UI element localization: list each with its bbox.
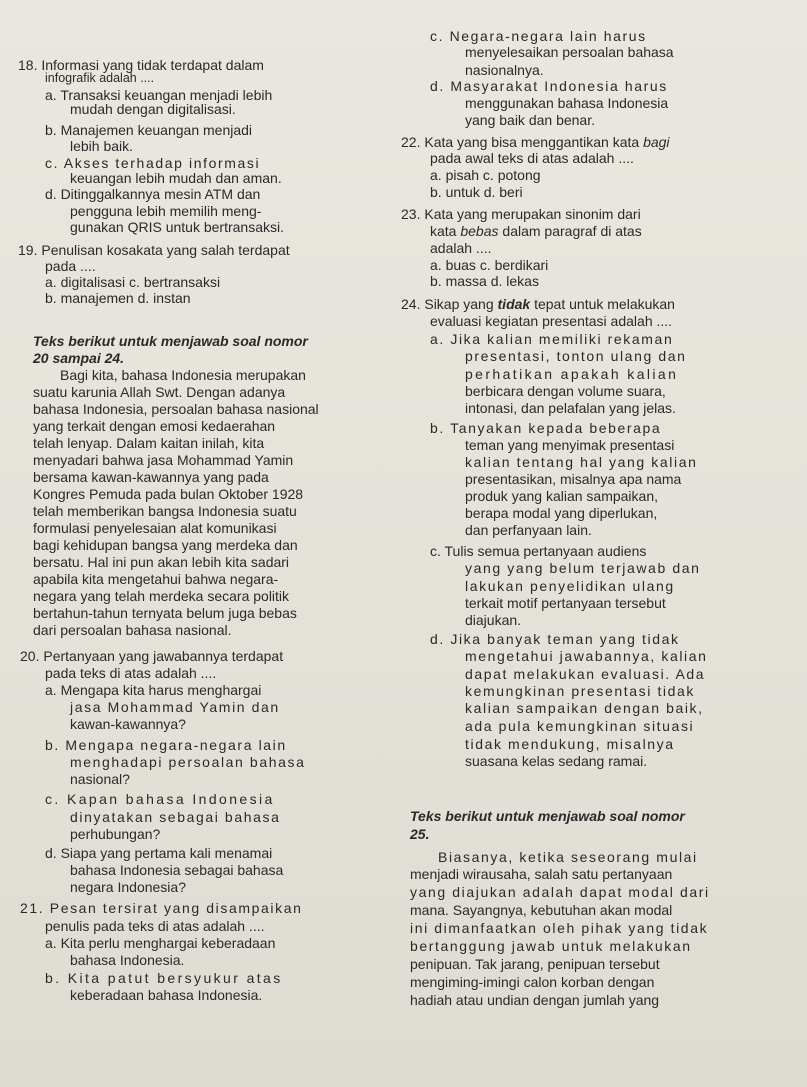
left-text-line: penulis pada teks di atas adalah ....	[45, 918, 265, 934]
left-text-line: bertahun-tahun ternyata belum juga bebas	[33, 605, 297, 621]
left-text-line: lebih baik.	[70, 138, 134, 154]
left-text-line: c. Akses terhadap informasi	[45, 155, 261, 171]
right-text-line: produk yang kalian sampaikan,	[465, 488, 659, 504]
left-text-line: d. Ditinggalkannya mesin ATM dan	[45, 186, 261, 202]
left-text-line: pada ....	[45, 258, 96, 274]
right-text-line: kalian sampaikan dengan baik,	[465, 700, 704, 716]
right-text-line: suasana kelas sedang ramai.	[465, 753, 648, 769]
left-text-line: suatu karunia Allah Swt. Dengan adanya	[33, 384, 286, 400]
right-text-line: adalah ....	[430, 240, 492, 256]
left-text-line: kawan-kawannya?	[70, 716, 186, 732]
left-text-line: 19. Penulisan kosakata yang salah terdapat	[18, 242, 290, 258]
left-text-line: b. Manajemen keuangan menjadi	[45, 122, 253, 138]
right-text-line: b. massa d. lekas	[430, 273, 539, 289]
left-text-line: a. Transaksi keuangan menjadi lebih	[45, 87, 273, 103]
left-text-line: 21. Pesan tersirat yang disampaikan	[20, 900, 303, 916]
right-text-line: c. Tulis semua pertanyaan audiens	[430, 543, 647, 559]
right-text-line: ada pula kemungkinan situasi	[465, 718, 695, 734]
right-text-line: Biasanya, ketika seseorang mulai	[438, 849, 698, 865]
left-text-line: b. manajemen d. instan	[45, 290, 191, 306]
right-text-line: penipuan. Tak jarang, penipuan tersebut	[410, 956, 660, 972]
right-text-line: nasionalnya.	[465, 62, 544, 78]
left-text-line: apabila kita mengetahui bahwa negara-	[33, 571, 279, 587]
right-text-line: c. Negara-negara lain harus	[430, 28, 647, 44]
left-text-line: jasa Mohammad Yamin dan	[70, 699, 280, 715]
right-text-line: yang yang belum terjawab dan	[465, 560, 701, 576]
left-text-line: infografik adalah ....	[45, 71, 155, 85]
left-text-line: bahasa Indonesia sebagai bahasa	[70, 862, 284, 878]
right-text-line: a. buas c. berdikari	[430, 257, 549, 273]
right-text-line: menyelesaikan persoalan bahasa	[465, 44, 674, 60]
left-text-line: pengguna lebih memilih meng-	[70, 203, 262, 219]
right-text-line: pada awal teks di atas adalah ....	[430, 150, 634, 166]
emphasized-word: bagi	[643, 134, 670, 150]
left-text-line: d. Siapa yang pertama kali menamai	[45, 845, 273, 861]
right-text-line: mengiming-imingi calon korban dengan	[410, 974, 655, 990]
left-text-line: menyadari bahwa jasa Mohammad Yamin	[33, 452, 294, 468]
left-text-line: bersama kawan-kawannya yang pada	[33, 469, 269, 485]
left-text-line: dari persoalan bahasa nasional.	[33, 622, 232, 638]
left-text-line: a. digitalisasi c. bertransaksi	[45, 274, 221, 290]
left-text-line: telah memberikan bangsa Indonesia suatu	[33, 503, 297, 519]
right-text-line: 24. Sikap yang tidak tepat untuk melakukan	[401, 296, 675, 312]
right-text-line: presentasi, tonton ulang dan	[465, 348, 687, 364]
emphasized-word: bebas	[460, 223, 499, 239]
right-text-line: ini dimanfaatkan oleh pihak yang tidak	[410, 920, 709, 936]
right-text-line: 25.	[410, 826, 430, 842]
right-text-line: Teks berikut untuk menjawab soal nomor	[410, 808, 685, 824]
left-text-line: mudah dengan digitalisasi.	[70, 101, 236, 117]
left-text-line: negara Indonesia?	[70, 879, 186, 895]
left-text-line: nasional?	[70, 771, 130, 787]
left-text-line: b. Kita patut bersyukur atas	[45, 970, 283, 986]
left-text-line: bahasa Indonesia.	[70, 952, 185, 968]
left-text-line: Teks berikut untuk menjawab soal nomor	[33, 333, 308, 349]
right-text-line: mengetahui jawabannya, kalian	[465, 648, 708, 664]
right-text-line: 23. Kata yang merupakan sinonim dari	[401, 206, 641, 222]
right-text-line: teman yang menyimak presentasi	[465, 437, 675, 453]
right-text-line: kata bebas dalam paragraf di atas	[430, 223, 642, 239]
right-text-line: mana. Sayangnya, kebutuhan akan modal	[410, 902, 673, 918]
left-text-line: b. Mengapa negara-negara lain	[45, 737, 287, 753]
right-text-line: kemungkinan presentasi tidak	[465, 683, 696, 699]
left-text-line: gunakan QRIS untuk bertransaksi.	[70, 219, 285, 235]
left-text-line: 20. Pertanyaan yang jawabannya terdapat	[20, 648, 284, 664]
right-text-line: kalian tentang hal yang kalian	[465, 454, 698, 470]
right-text-line: presentasikan, misalnya apa nama	[465, 471, 682, 487]
left-text-line: perhubungan?	[70, 826, 161, 842]
left-text-line: dinyatakan sebagai bahasa	[70, 809, 281, 825]
right-text-line: d. Masyarakat Indonesia harus	[430, 78, 668, 94]
left-text-line: a. Mengapa kita harus menghargai	[45, 682, 262, 698]
right-text-line: a. Jika kalian memiliki rekaman	[430, 331, 674, 347]
right-text-line: b. Tanyakan kepada beberapa	[430, 420, 662, 436]
right-text-line: perhatikan apakah kalian	[465, 366, 679, 382]
left-text-line: bagi kehidupan bangsa yang merdeka dan	[33, 537, 298, 553]
right-text-line: 22. Kata yang bisa menggantikan kata bagi	[401, 134, 670, 150]
left-text-line: 20 sampai 24.	[33, 350, 125, 366]
right-text-line: lakukan penyelidikan ulang	[465, 578, 675, 594]
left-text-line: 18. Informasi yang tidak terdapat dalam	[18, 57, 264, 73]
right-text-line: terkait motif pertanyaan tersebut	[465, 595, 666, 611]
left-text-line: formulasi penyelesaian alat komunikasi	[33, 520, 277, 536]
left-text-line: yang terkait dengan emosi kedaerahan	[33, 418, 276, 434]
right-text-line: hadiah atau undian dengan jumlah yang	[410, 992, 660, 1008]
left-text-line: keuangan lebih mudah dan aman.	[70, 170, 282, 186]
emphasized-word: tidak	[497, 296, 531, 312]
left-text-line: negara yang telah merdeka secara politik	[33, 588, 290, 604]
left-text-line: Kongres Pemuda pada bulan Oktober 1928	[33, 486, 304, 502]
right-text-line: tidak mendukung, misalnya	[465, 736, 675, 752]
left-text-line: a. Kita perlu menghargai keberadaan	[45, 935, 276, 951]
right-text-line: berapa modal yang diperlukan,	[465, 505, 658, 521]
left-text-line: bersatu. Hal ini pun akan lebih kita sadari	[33, 554, 290, 570]
right-text-line: diajukan.	[465, 612, 522, 628]
right-text-line: menjadi wirausaha, salah satu pertanyaan	[410, 866, 673, 882]
right-text-line: bertanggung jawab untuk melakukan	[410, 938, 692, 954]
right-text-line: a. pisah c. potong	[430, 167, 541, 183]
right-text-line: menggunakan bahasa Indonesia	[465, 95, 669, 111]
left-text-line: menghadapi persoalan bahasa	[70, 754, 306, 770]
right-text-line: intonasi, dan pelafalan yang jelas.	[465, 400, 676, 416]
right-text-line: d. Jika banyak teman yang tidak	[430, 631, 680, 647]
left-text-line: c. Kapan bahasa Indonesia	[45, 791, 275, 807]
left-text-line: bahasa Indonesia, persoalan bahasa nasional	[33, 401, 319, 417]
right-text-line: yang baik dan benar.	[465, 112, 595, 128]
right-text-line: b. untuk d. beri	[430, 184, 523, 200]
right-text-line: dapat melakukan evaluasi. Ada	[465, 666, 706, 682]
right-text-line: berbicara dengan volume suara,	[465, 383, 666, 399]
left-text-line: keberadaan bahasa Indonesia.	[70, 987, 263, 1003]
left-text-line: telah lenyap. Dalam kaitan inilah, kita	[33, 435, 265, 451]
left-text-line: Bagi kita, bahasa Indonesia merupakan	[60, 367, 306, 383]
left-text-line: pada teks di atas adalah ....	[45, 665, 217, 681]
right-text-line: yang diajukan adalah dapat modal dari	[410, 884, 710, 900]
right-text-line: dan perfanyaan lain.	[465, 522, 592, 538]
right-text-line: evaluasi kegiatan presentasi adalah ....	[430, 313, 673, 329]
